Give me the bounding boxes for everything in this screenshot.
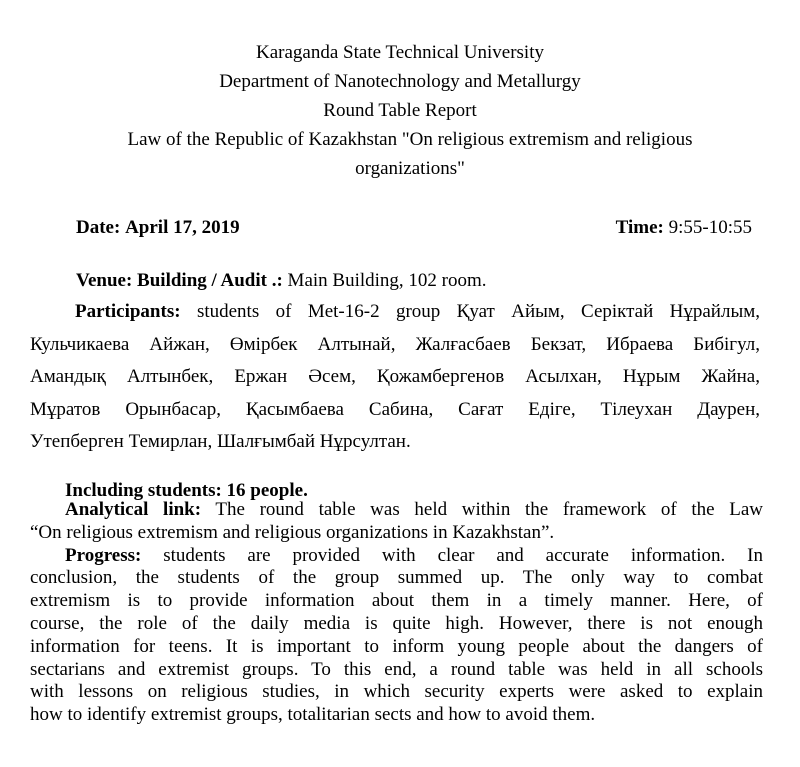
participants-line-4: Мұратов Орынбасар, Қасымбаева Сабина, Сағат Едіге, Тілеухан Даурен, — [30, 398, 760, 420]
progress-line-7: with lessons on religious studies, in which security experts were asked to explain — [30, 681, 763, 703]
law-title-line-1: Law of the Republic of Kazakhstan "On religious extremism and religious — [127, 129, 693, 150]
progress-line-3: extremism is to provide information about them in a timely manner. Here, of — [30, 590, 763, 612]
participants-line-3: Амандық Алтынбек, Ержан Әсем, Қожамбергенов Асылхан, Нұрым Жайна, — [30, 366, 760, 387]
time-field — [616, 214, 752, 242]
participants-line-1-text: students of Met-16-2 group Қуат Айым, Серіктай Нұрайлым, — [196, 301, 760, 322]
progress-line-8: how to identify extremist groups, totalitarian sects and how to avoid them. — [30, 704, 596, 726]
participants-line-2: Кульчикаева Айжан, Өмірбек Алтынай, Жалғасбаев Бекзат, Ибраева Бибігул, — [30, 333, 760, 355]
venue-value: Main Building, 102 room. — [287, 270, 487, 291]
analytical-line-2: “On religious extremism and religious organizations in Kazakhstan”. — [30, 521, 555, 543]
report-type: Round Table Report — [323, 100, 477, 121]
analytical-line-1 — [30, 499, 763, 522]
progress-line-1-text: students are provided with clear and accurate information. In — [163, 544, 763, 566]
progress-line-2: conclusion, the students of the group summed up. The only way to combat — [30, 567, 763, 589]
date-field — [76, 214, 240, 242]
law-title-line-2: organizations" — [355, 158, 465, 179]
time-label: Time: — [615, 217, 664, 238]
participants-line — [30, 296, 760, 329]
progress-line-5: information for teens. It is important to inform young people about the dangers of — [30, 635, 763, 657]
venue-label: Venue: Building / Audit .: — [76, 270, 283, 291]
participants-line-5: Утепберген Темирлан, Шалғымбай Нұрсултан. — [30, 431, 411, 452]
participants-paragraph — [30, 296, 760, 459]
analytical-line-1-text: The round table was held within the framework of the Law — [215, 499, 764, 520]
progress-line-6: sectarians and extremist groups. To this end, a round table was held in all schools — [30, 658, 763, 680]
report-body — [30, 499, 763, 727]
participants-label: Participants: — [75, 301, 181, 322]
date-value: April 17, 2019 — [125, 217, 240, 238]
time-value: 9:55-10:55 — [668, 217, 752, 238]
date-label: Date: — [76, 217, 121, 238]
progress-line-4: course, the role of the daily media is quite high. However, there is not enough — [30, 612, 763, 634]
venue-line — [76, 267, 487, 295]
progress-label: Progress: — [65, 544, 142, 566]
students-label: Including students: 16 people. — [65, 480, 308, 501]
progress-line-1 — [30, 545, 763, 568]
university-name: Karaganda State Technical University — [256, 42, 544, 63]
department-name: Department of Nanotechnology and Metallurgy — [219, 71, 581, 92]
report-header — [0, 38, 800, 183]
analytical-label: Analytical link: — [65, 499, 202, 520]
